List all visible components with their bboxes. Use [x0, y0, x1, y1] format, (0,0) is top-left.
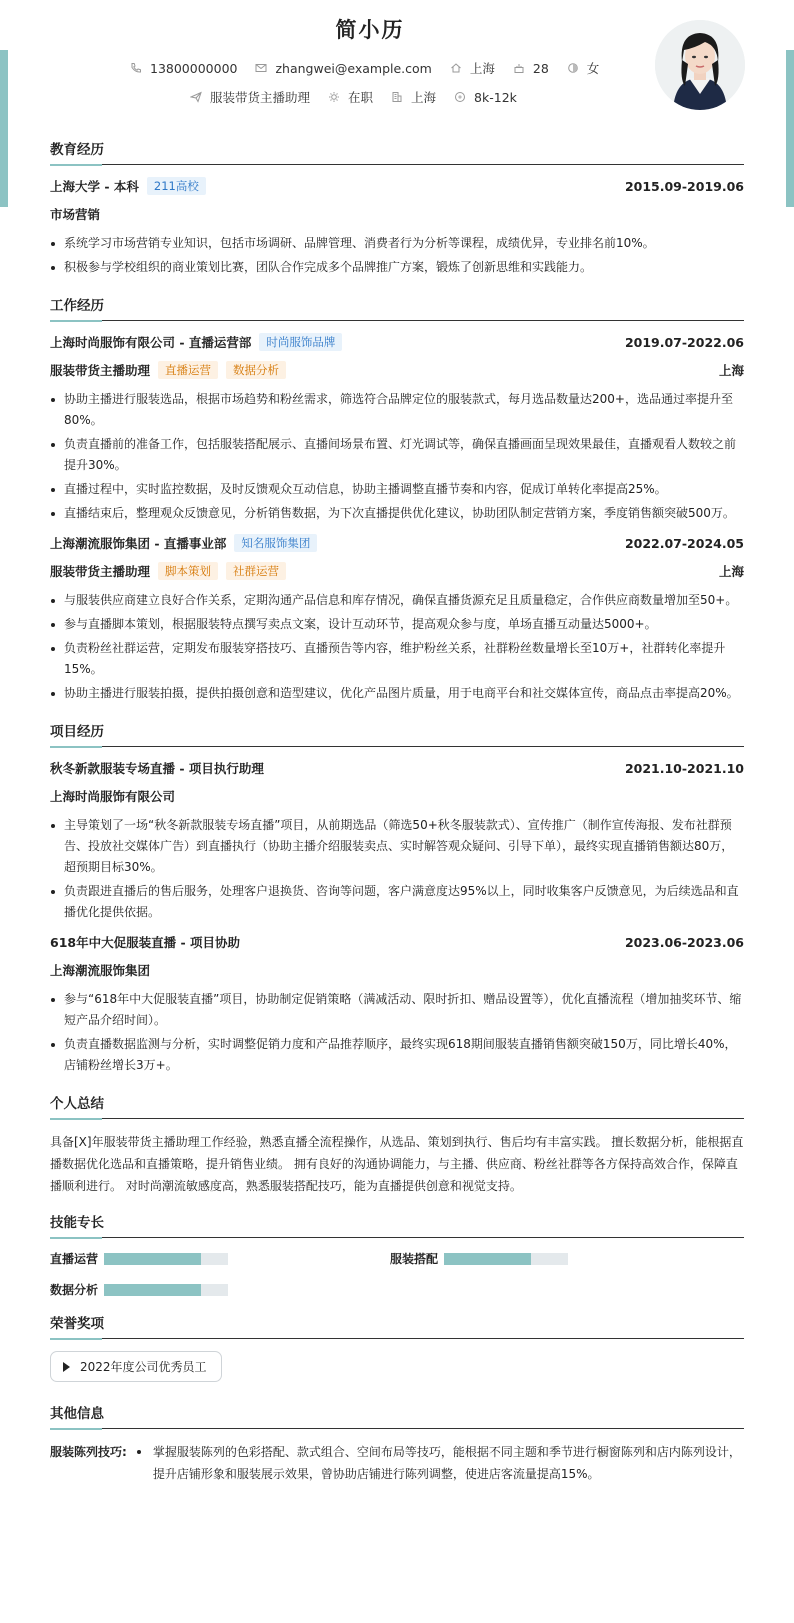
target-job-info [190, 88, 310, 106]
project-bullets [50, 815, 744, 923]
age-text: 28 [532, 60, 549, 76]
section-title-honors: 荣誉奖项 [50, 1312, 744, 1339]
other-info-value: 掌握服装陈列的色彩搭配、款式组合、空间布局等技巧，能根据不同主题和季节进行橱窗陈列和店内陈列设计，提升店铺形象和服装展示效果，曾协助店铺进行陈列调整，使进店客流量提高15%。 [137, 1441, 744, 1485]
project-org: 上海潮流服饰集团 [50, 963, 151, 978]
list-item: 协助主播进行服装选品，根据市场趋势和粉丝需求，筛选符合品牌定位的服装款式，每月选品数量达200+，选品通过率提升至80%。 [64, 389, 744, 431]
project-date: 2023.06-2023.06 [624, 934, 744, 950]
skill-tag: 数据分析 [226, 361, 286, 379]
skill-bar-fill [104, 1284, 201, 1296]
section-title-education: 教育经历 [50, 138, 744, 165]
skill-tag: 直播运营 [158, 361, 218, 379]
list-item: 参与直播脚本策划，根据服装特点撰写卖点文案，设计互动环节，提高观众参与度，单场直播互动量达5000+。 [64, 614, 744, 635]
home-icon [450, 62, 462, 74]
work-city: 上海 [718, 564, 744, 579]
cake-icon [513, 62, 525, 74]
phone-info [130, 61, 237, 76]
section-title-skills: 技能专长 [50, 1211, 744, 1238]
resume-body [50, 130, 744, 1485]
send-icon [190, 91, 202, 103]
job-role: 服装带货主播助理 [50, 363, 151, 378]
list-item: 负责直播数据监测与分析，实时调整促销力度和产品推荐顺序，最终实现618期间服装直播销售额突破150万，同比增长40%，店铺粉丝增长3万+。 [64, 1034, 744, 1076]
other-info-key: 服装陈列技巧: [50, 1445, 127, 1459]
status-icon [328, 91, 340, 103]
avatar-photo [655, 20, 745, 110]
skill-name: 服装搭配 [390, 1252, 439, 1266]
honor-text: 2022年度公司优秀员工 [80, 1360, 207, 1374]
location-info [450, 59, 495, 77]
play-icon [63, 1362, 70, 1372]
project-title: 秋冬新款服装专场直播 - 项目执行助理 [50, 761, 264, 776]
work-bullets [50, 590, 744, 704]
skill-tag: 脚本策划 [158, 562, 218, 580]
school-name: 上海大学 - 本科 [50, 179, 139, 194]
target-city-text: 上海 [411, 90, 437, 105]
skill-tag: 社群运营 [226, 562, 286, 580]
phone-icon [130, 62, 142, 74]
location-text: 上海 [469, 61, 495, 76]
salary-text: 8k-12k [474, 89, 517, 105]
list-item: 负责跟进直播后的售后服务，处理客户退换货、咨询等问题，客户满意度达95%以上，同时收集客户反馈意见，为后续选品和直播优化提供依据。 [64, 881, 744, 923]
summary-text: 具备[X]年服装带货主播助理工作经验，熟悉直播全流程操作，从选品、策划到执行、售后均有丰富实践。 擅长数据分析，能根据直播数据优化选品和直播策略，提升销售业绩。 拥有良好的沟通协调能力，与主播、供应商、粉丝社群等各方保持高效合作，保障直播顺利进行。 对时尚潮流敏感度高，熟悉服装搭配技巧，能为直播提供创意和视觉支持。 [50, 1135, 744, 1193]
company-name: 上海时尚服饰有限公司 - 直播运营部 [50, 335, 252, 350]
work-entry-header [50, 333, 744, 351]
school-tag: 211高校 [147, 177, 206, 195]
salary-info [454, 90, 517, 105]
resume-header [0, 0, 794, 120]
list-item: 积极参与学校组织的商业策划比赛，团队合作完成多个品牌推广方案，锻炼了创新思维和实践能力。 [64, 257, 744, 278]
list-item: 系统学习市场营销专业知识，包括市场调研、品牌管理、消费者行为分析等课程，成绩优异，专业排名前10%。 [64, 233, 744, 254]
email-info [255, 61, 431, 76]
gender-icon [567, 62, 579, 74]
list-item: 负责直播前的准备工作，包括服装搭配展示、直播间场景布置、灯光调试等，确保直播画面呈现效果最佳，直播观看人数较之前提升30%。 [64, 434, 744, 476]
target-city-info [391, 88, 436, 106]
major-text: 市场营销 [50, 207, 101, 222]
job-intention-row [190, 88, 535, 106]
education-entry-header [50, 177, 744, 195]
job-role: 服装带货主播助理 [50, 564, 151, 579]
section-title-work: 工作经历 [50, 294, 744, 321]
building-icon [391, 91, 403, 103]
project-date: 2021.10-2021.10 [624, 760, 744, 776]
list-item: 与服装供应商建立良好合作关系，定期沟通产品信息和库存情况，确保直播货源充足且质量稳定，合作供应商数量增加至50+。 [64, 590, 744, 611]
skill-bar-fill [104, 1253, 201, 1265]
other-info-row [50, 1441, 744, 1485]
skill-name: 直播运营 [50, 1252, 99, 1266]
company-name: 上海潮流服饰集团 - 直播事业部 [50, 536, 227, 551]
major [50, 205, 744, 223]
skill-item [50, 1281, 390, 1298]
company-tag: 时尚服饰品牌 [259, 333, 342, 351]
section-title-other: 其他信息 [50, 1402, 744, 1429]
project-entry-header [50, 933, 744, 951]
email-address: zhangwei@example.com [275, 60, 432, 76]
work-role-row [50, 361, 744, 379]
age-info [513, 61, 549, 76]
work-date: 2019.07-2022.06 [624, 334, 744, 350]
skill-bar [444, 1253, 568, 1265]
work-date: 2022.07-2024.05 [624, 535, 744, 551]
list-item: 参与“618年中大促服装直播”项目，协助制定促销策略（满减活动、限时折扣、赠品设置等），优化直播流程（增加抽奖环节、缩短产品介绍时间）。 [64, 989, 744, 1031]
project-bullets [50, 989, 744, 1076]
skills-grid [50, 1250, 744, 1298]
gender-text: 女 [586, 61, 600, 76]
skill-item [50, 1250, 390, 1267]
contact-row [130, 59, 617, 77]
salary-icon [454, 91, 466, 103]
section-title-summary: 个人总结 [50, 1092, 744, 1119]
project-org: 上海时尚服饰有限公司 [50, 789, 176, 804]
skill-item [390, 1250, 730, 1267]
mail-icon [255, 62, 267, 74]
work-city: 上海 [718, 363, 744, 378]
status-info [328, 88, 373, 106]
gender-info [567, 59, 600, 77]
honor-item[interactable] [50, 1351, 222, 1382]
skill-name: 数据分析 [50, 1283, 99, 1297]
list-item: 直播结束后，整理观众反馈意见，分析销售数据，为下次直播提供优化建议，协助团队制定营销方案，季度销售额突破500万。 [64, 503, 744, 524]
work-bullets [50, 389, 744, 524]
candidate-name: 简小历 [335, 18, 405, 42]
company-tag: 知名服饰集团 [234, 534, 317, 552]
target-job-text: 服装带货主播助理 [210, 90, 311, 105]
list-item: 协助主播进行服装拍摄，提供拍摄创意和造型建议，优化产品图片质量，用于电商平台和社交媒体宣传，商品点击率提高20%。 [64, 683, 744, 704]
skill-bar [104, 1284, 228, 1296]
phone-number: 13800000000 [150, 60, 238, 76]
skill-bar [104, 1253, 228, 1265]
project-title: 618年中大促服装直播 - 项目协助 [50, 935, 240, 950]
skill-bar-fill [444, 1253, 531, 1265]
list-item: 主导策划了一场“秋冬新款服装专场直播”项目，从前期选品（筛选50+秋冬服装款式）、宣传推广（制作宣传海报、发布社群预告、投放社交媒体广告）到直播执行（协助主播介绍服装卖点、实时解答观众疑问、引导下单），最终实现直播销售额达80万，超预期目标30%。 [64, 815, 744, 878]
education-date: 2015.09-2019.06 [624, 178, 744, 194]
project-org-row [50, 787, 744, 805]
list-item: 负责粉丝社群运营，定期发布服装穿搭技巧、直播预告等内容，维护粉丝关系，社群粉丝数量增长至10万+，社群转化率提升15%。 [64, 638, 744, 680]
status-text: 在职 [348, 90, 374, 105]
work-role-row [50, 562, 744, 580]
section-title-projects: 项目经历 [50, 720, 744, 747]
list-item: 直播过程中，实时监控数据，及时反馈观众互动信息，协助主播调整直播节奏和内容，促成订单转化率提高25%。 [64, 479, 744, 500]
project-entry-header [50, 759, 744, 777]
education-bullets [50, 233, 744, 278]
project-org-row [50, 961, 744, 979]
work-entry-header [50, 534, 744, 552]
